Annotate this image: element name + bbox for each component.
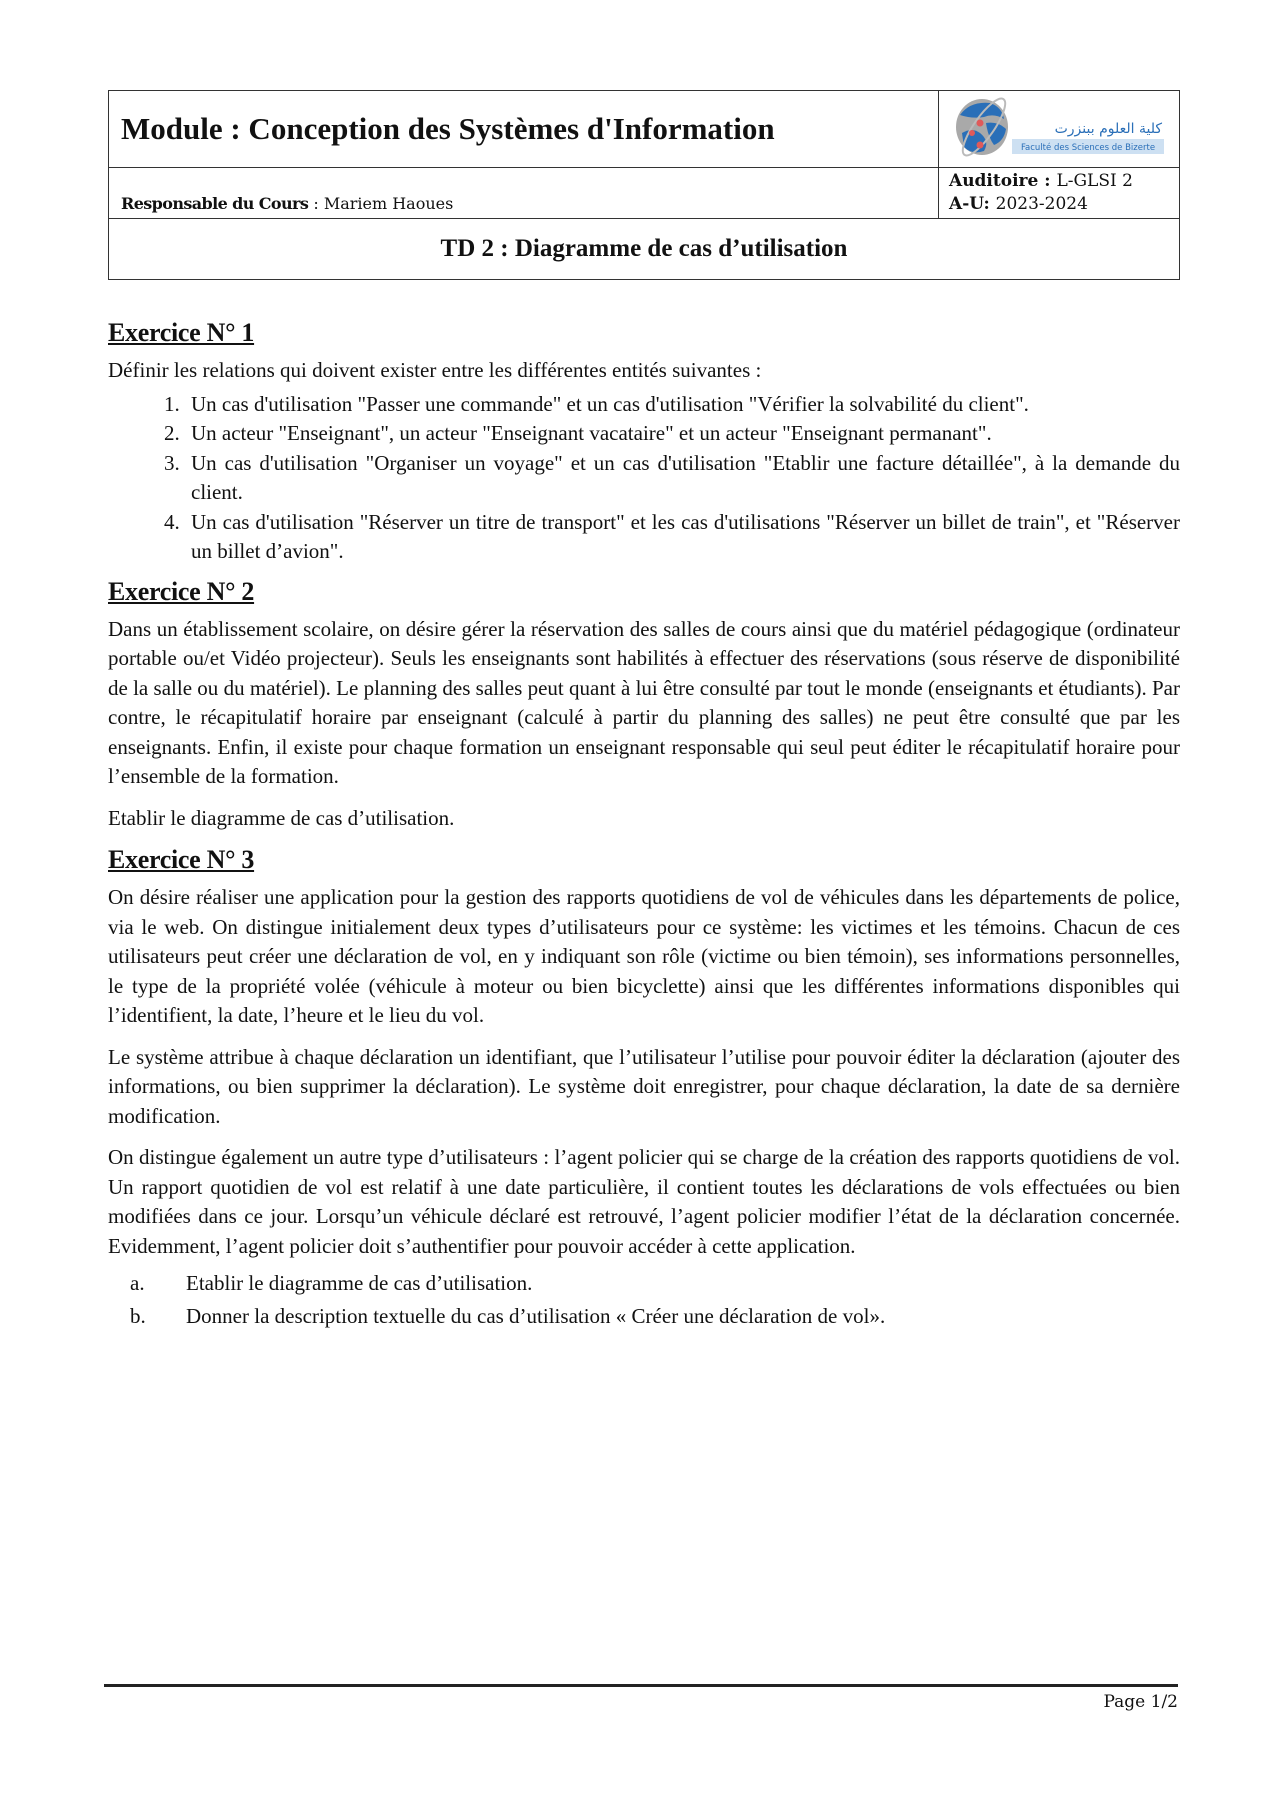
exercise-2 (108, 577, 1180, 834)
paragraph: On distingue également un autre type d’utilisateurs : l’agent policier qui se charge de la création des rapports quotidiens de vol. Un rapport quotidien de vol est relatif à une date particulière, il contient toutes les déclarations de vols effectuées ou bien modifiées dans ce jour. Lorsqu’un véhicule déclaré est retrouvé, l’agent policier modifier l’état de la déclaration concernée. Evidemment, l’agent policier doit s’authentifier pour pouvoir accéder à cette application. (108, 1145, 1180, 1258)
page-number: Page 1/2 (1103, 1692, 1178, 1712)
list-item: 1. Un cas d'utilisation "Passer une commande" et un cas d'utilisation "Vérifier la solvabilité du client". (185, 390, 1180, 420)
header-table (108, 90, 1180, 280)
relations-list (108, 390, 1180, 567)
exercise-1 (108, 318, 1180, 567)
list-item (108, 1302, 1180, 1332)
paragraph: Le système attribue à chaque déclaration un identifiant, que l’utilisateur l’utilise pour pouvoir éditer la déclaration (ajouter des informations, ou bien supprimer la déclaration). Le système doit enregistrer, pour chaque déclaration, la date de sa dernière modification. (108, 1044, 1180, 1128)
list-item: 2. Un acteur "Enseignant", un acteur "Enseignant vacataire" et un acteur "Enseignant permanant". (185, 419, 1180, 449)
paragraph: Etablir le diagramme de cas d’utilisation. (108, 805, 455, 830)
auditoire-line (949, 170, 1179, 193)
td-title: TD 2 : Diagramme de cas d’utilisation (440, 235, 848, 262)
task-text: Etablir le diagramme de cas d’utilisation. (186, 1271, 533, 1295)
td-title-cell (109, 219, 1180, 280)
au-label: A-U: (949, 194, 996, 214)
logo-cell (939, 91, 1180, 168)
auditoire-cell (939, 168, 1180, 219)
responsable-value: Mariem Haoues (323, 194, 454, 213)
list-marker: b. (130, 1303, 146, 1328)
exercise-intro: Définir les relations qui doivent exister entre les différentes entités suivantes : (108, 358, 762, 382)
paragraph: Dans un établissement scolaire, on désire gérer la réservation des salles de cours ainsi que du matériel pédagogique (ordinateur portable ou/et Vidéo projecteur). Seuls les enseignants sont habilités à effectuer des réservations (sous réserve de disponibilité de la salle ou du matériel). Le planning des salles peut quant à lui être consulté par tout le monde (enseignants et étudiants). Par contre, le récapitulatif horaire par enseignant (calculé à partir du planning des salles) ne peut être consulté que par les enseignants. Enfin, il existe pour chaque formation un enseignant responsable qui seul peut éditer le récapitulatif horaire pour l’ensemble de la formation. (108, 616, 1180, 788)
auditoire-value: L-GLSI 2 (1056, 171, 1133, 191)
faculty-logo-icon (950, 93, 1168, 161)
auditoire-label: Auditoire : (949, 171, 1057, 191)
list-item: 3. Un cas d'utilisation "Organiser un voyage" et un cas d'utilisation "Etablir une facture détaillée", à la demande du client. (185, 449, 1180, 508)
svg-text:كلية العلوم ببنزرت: كلية العلوم ببنزرت (1054, 120, 1162, 137)
module-cell (109, 91, 939, 168)
exercise-heading: Exercice N° 1 (108, 318, 255, 347)
exercise-3 (108, 845, 1180, 1331)
au-value: 2023-2024 (995, 194, 1088, 214)
paragraph: On désire réaliser une application pour la gestion des rapports quotidiens de vol de véhicules dans les départements de police, via le web. On distingue initialement deux types d’utilisateurs pour ce système: les victimes et les témoins. Chacun de ces utilisateurs peut créer une déclaration de vol, en y indiquant son rôle (victime ou bien témoin), ses informations personnelles, le type de la propriété volée (véhicule à moteur ou bien bicyclette) ainsi que les différentes informations disponibles qui l’identifient, la date, l’heure et le lieu du vol. (108, 885, 1180, 1027)
list-marker: a. (130, 1271, 145, 1295)
task-text: Donner la description textuelle du cas d’utilisation « Créer une déclaration de vol». (186, 1303, 886, 1328)
exercise-heading: Exercice N° 2 (108, 576, 255, 606)
list-item: 4. Un cas d'utilisation "Réserver un titre de transport" et les cas d'utilisations "Réserver un billet de train", et "Réserver un billet d’avion". (185, 508, 1180, 567)
responsable-label: Responsable du Cours (121, 194, 309, 213)
exercise-heading: Exercice N° 3 (108, 845, 255, 874)
responsable-separator: : (308, 194, 324, 213)
responsable-cell (109, 168, 939, 219)
svg-text:Faculté des Sciences de Bizert: Faculté des Sciences de Bizerte (1020, 142, 1156, 153)
module-title: Module : Conception des Systèmes d'Information (121, 111, 775, 146)
footer-divider (104, 1684, 1178, 1687)
document-body (108, 318, 1180, 1334)
tasks-list (108, 1269, 1180, 1331)
list-item (108, 1269, 1180, 1299)
au-line (949, 193, 1179, 216)
